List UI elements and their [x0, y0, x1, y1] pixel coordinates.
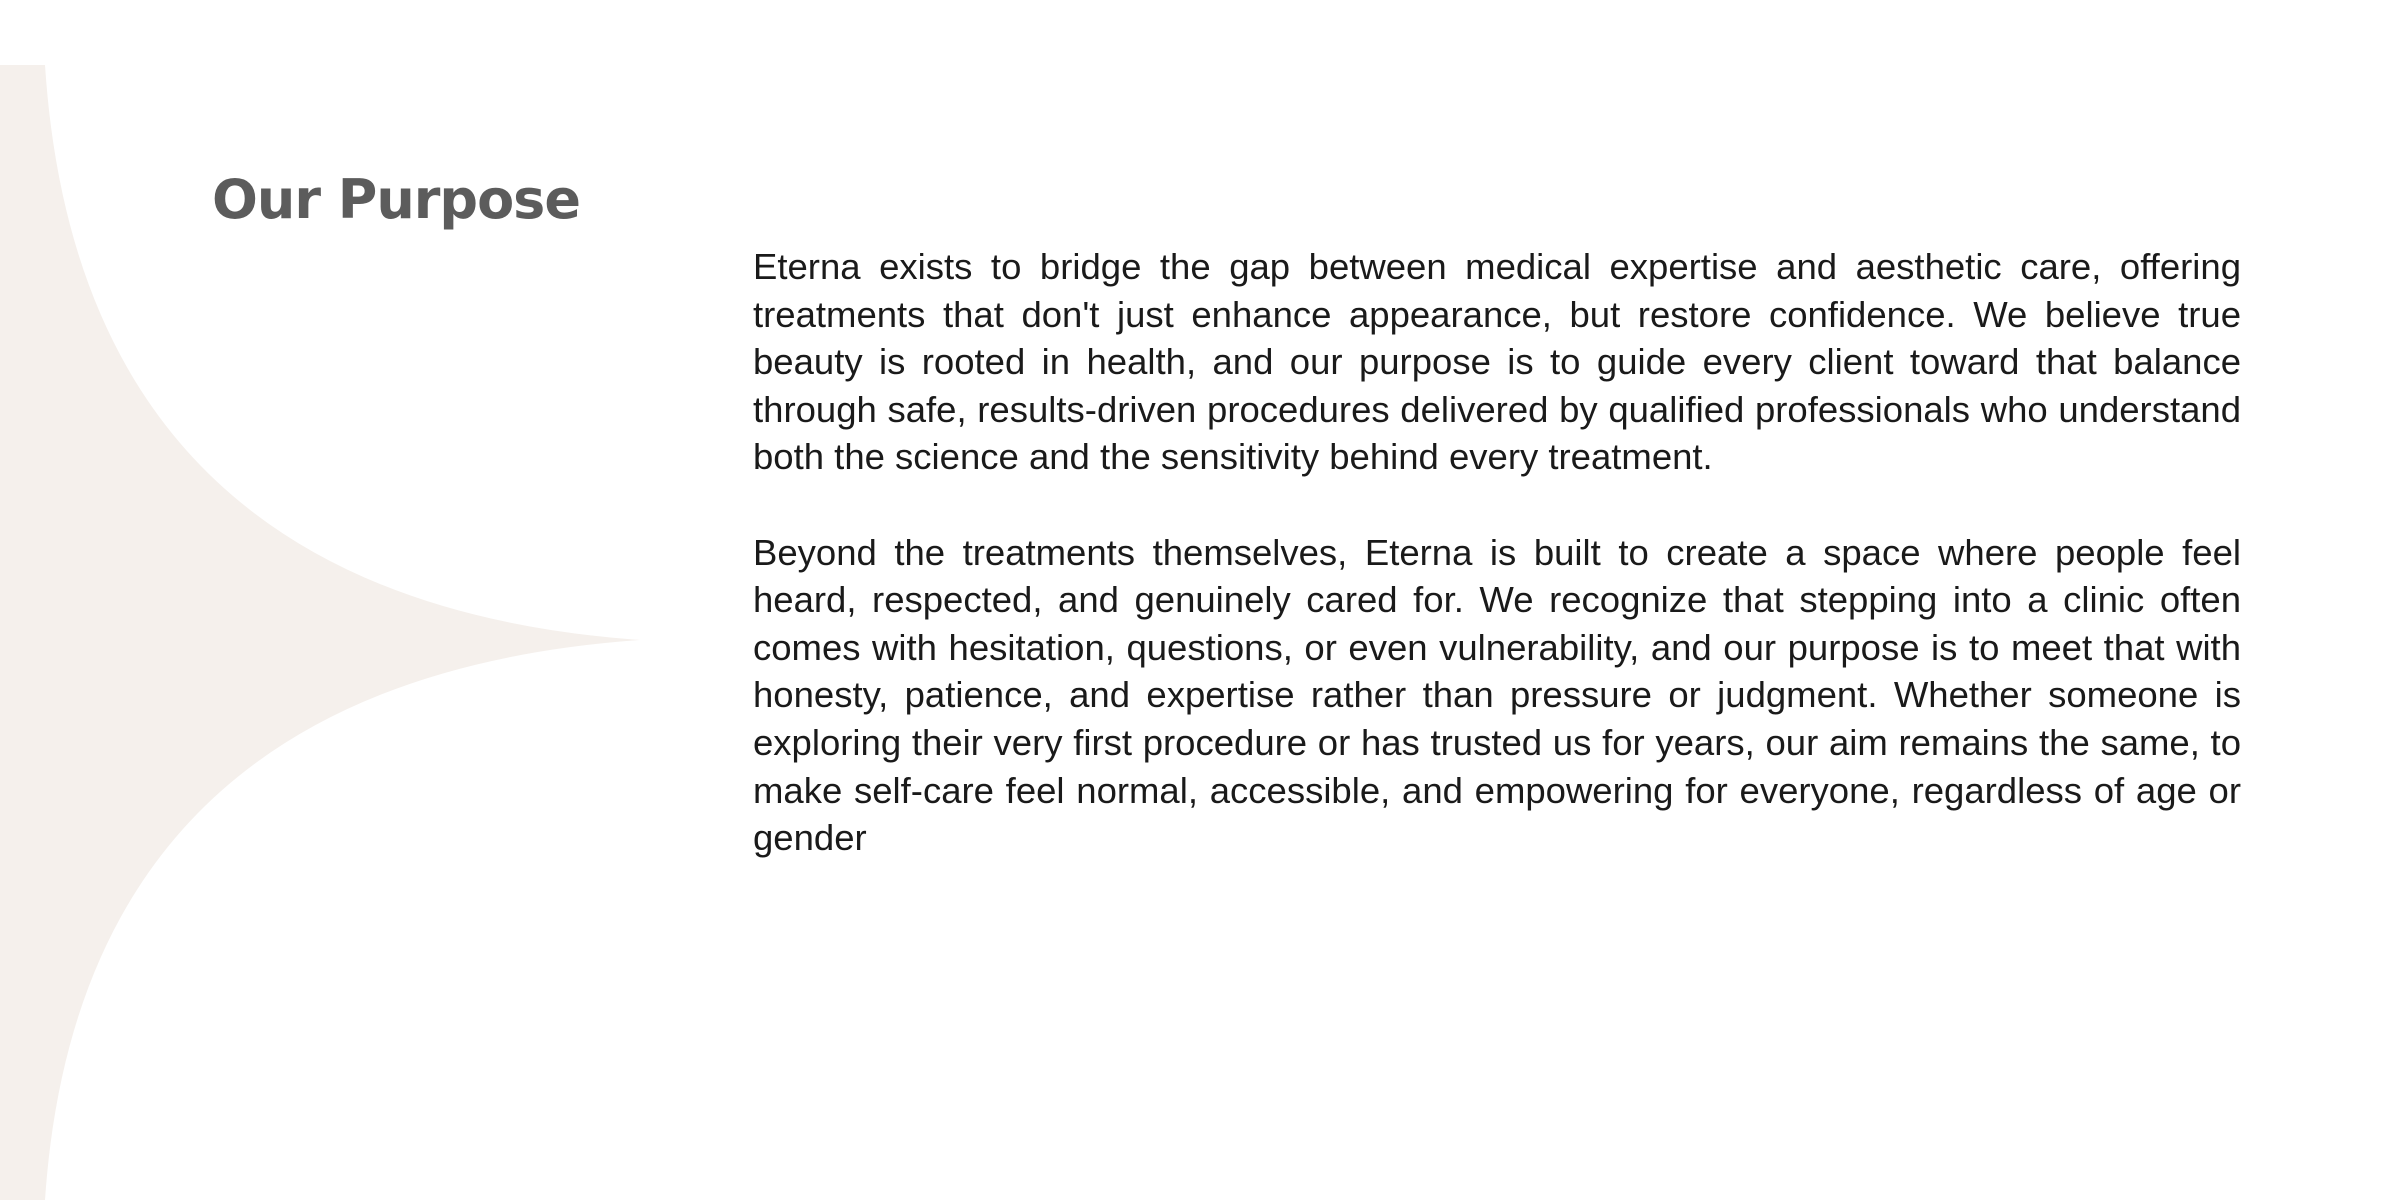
page-title: Our Purpose — [212, 168, 580, 231]
purpose-paragraph-1: Eterna exists to bridge the gap between medical expertise and aesthetic care, offering treatments that don't just enhance appearance, but restore confidence. We believe true beauty is rooted in health, and our purpose is to guide every client toward that balance through safe, results-driven procedures delivered by qualified professionals who understand both the science and the sensitivity behind every treatment. — [753, 246, 2241, 478]
purpose-body — [753, 243, 2241, 862]
purpose-paragraph-2: Beyond the treatments themselves, Eterna is built to create a space where people feel heard, respected, and genuinely cared for. We recognize that stepping into a clinic often comes with hesitation, questions, or even vulnerability, and our purpose is to meet that with honesty, patience, and expertise rather than pressure or judgment. Whether someone is exploring their very first procedure or has trusted us for years, our aim remains the same, to make self-care feel normal, accessible, and empowering for everyone, regardless of age or gender — [753, 531, 2241, 859]
